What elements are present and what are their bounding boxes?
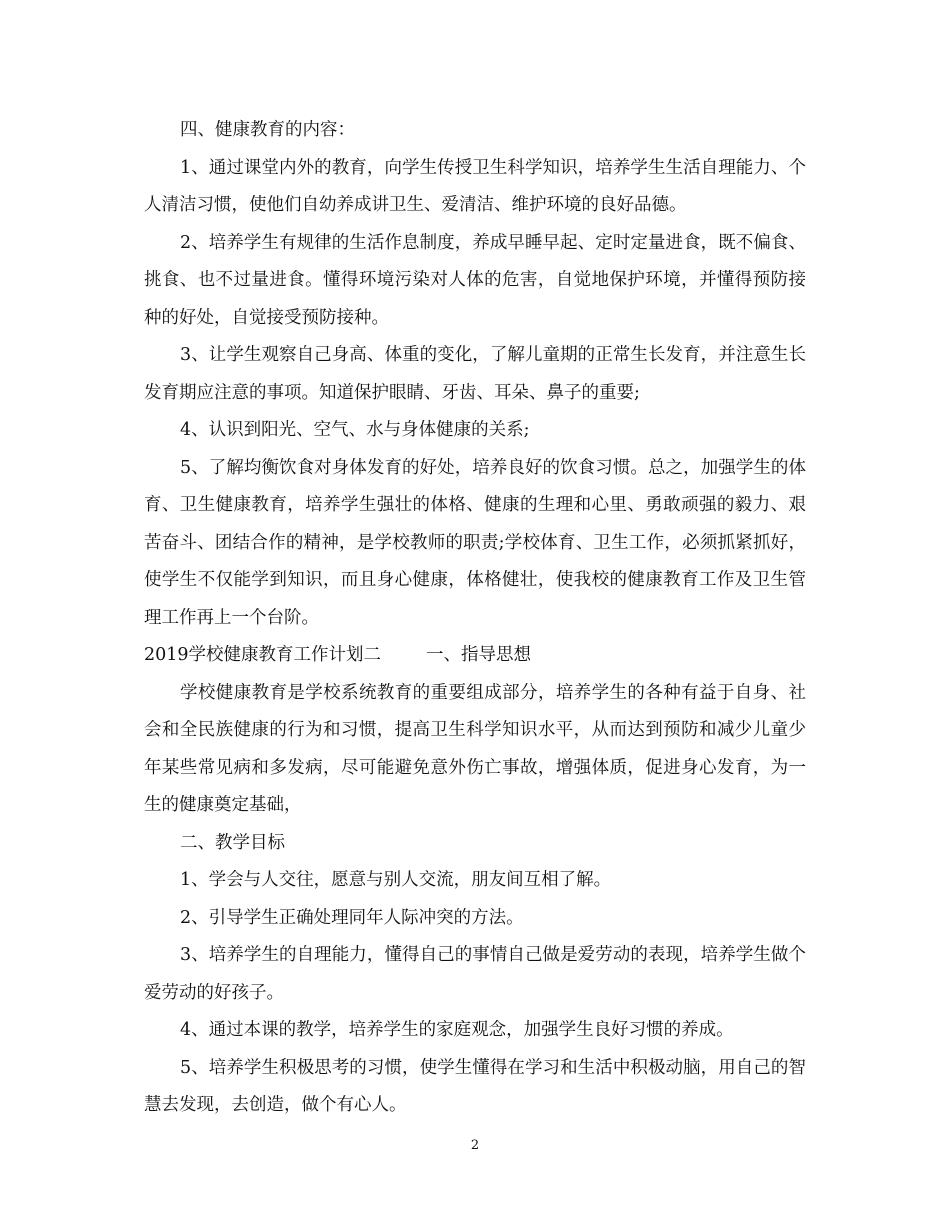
goal-item-2: 2、引导学生正确处理同年人际冲突的方法。 [180, 907, 524, 928]
section-heading-goals: 二、教学目标 [180, 832, 285, 853]
paragraph-item-1: 1、通过课堂内外的教育，向学生传授卫生科学知识，培养学生生活自理能力、个人清洁习惯，使他们自幼养成讲卫生、爱清洁、维护环境的良好品德。 [144, 157, 806, 215]
document-body [144, 112, 806, 1125]
paragraph-item-5: 5、了解均衡饮食对身体发育的好处，培养良好的饮食习惯。总之，加强学生的体育、卫生健康教育，培养学生强壮的体格、健康的生理和心里、勇敢顽强的毅力、艰苦奋斗、团结合作的精神，是学校教师的职责;学校体育、卫生工作，必须抓紧抓好，使学生不仅能学到知识，而且身心健康，体格健壮，使我校的健康教育工作及卫生管理工作再上一个台阶。 [144, 457, 806, 628]
page-number: 2 [470, 1138, 480, 1153]
paragraph-item-3: 3、让学生观察自己身高、体重的变化，了解儿童期的正常生长发育，并注意生长发育期应注意的事项。知道保护眼睛、牙齿、耳朵、鼻子的重要; [144, 345, 806, 403]
goal-item-4: 4、通过本课的教学，培养学生的家庭观念，加强学生良好习惯的养成。 [180, 1020, 734, 1040]
goal-item-5: 5、培养学生积极思考的习惯，使学生懂得在学习和生活中积极动脑，用自己的智慧去发现，去创造，做个有心人。 [144, 1057, 806, 1115]
plan-subtitle: 一、指导思想 [426, 645, 531, 665]
plan-title: 2019学校健康教育工作计划二 [144, 645, 382, 665]
section-heading-content: 四、健康教育的内容： [180, 120, 355, 140]
goal-item-3: 3、培养学生的自理能力，懂得自己的事情自己做是爱劳动的表现，培养学生做个爱劳动的好孩子。 [144, 945, 806, 1003]
goal-item-1: 1、学会与人交往，愿意与别人交流，朋友间互相了解。 [180, 870, 612, 890]
plan-heading [144, 637, 806, 675]
paragraph-item-2: 2、培养学生有规律的生活作息制度，养成早睡早起、定时定量进食，既不偏食、挑食、也不过量进食。懂得环境污染对人体的危害，自觉地保护环境，并懂得预防接种的好处，自觉接受预防接种。 [144, 232, 806, 328]
paragraph-item-4: 4、认识到阳光、空气、水与身体健康的关系; [180, 420, 530, 440]
guiding-thought-paragraph: 学校健康教育是学校系统教育的重要组成部分，培养学生的各种有益于自身、社会和全民族健康的行为和习惯，提高卫生科学知识水平，从而达到预防和减少儿童少年某些常见病和多发病，尽可能避免意外伤亡事故，增强体质，促进身心发育，为一生的健康奠定基础， [144, 682, 806, 815]
